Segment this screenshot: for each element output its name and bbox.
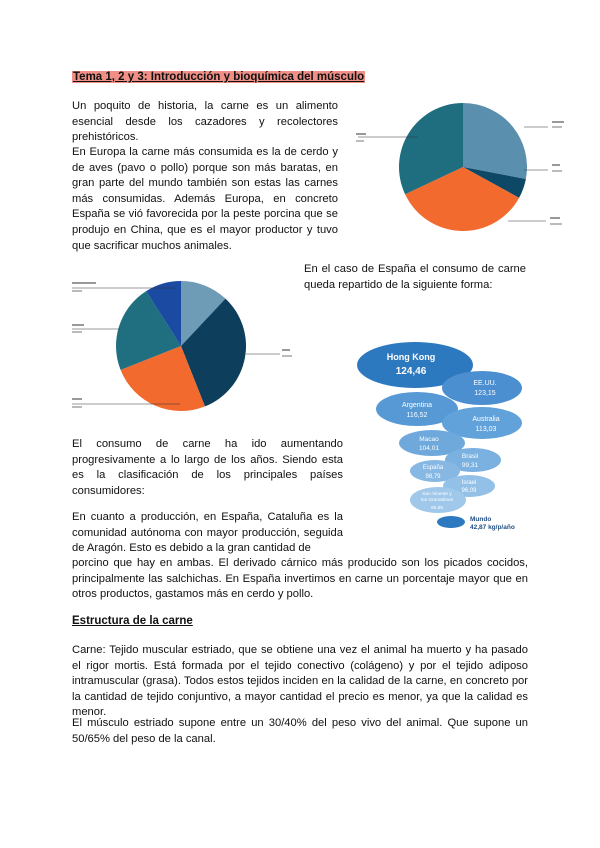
svg-text:EE.UU.: EE.UU.	[473, 380, 497, 387]
section-heading-structure: Estructura de la carne	[72, 615, 193, 627]
svg-text:99,31: 99,31	[461, 462, 479, 469]
bubble-eeuu	[442, 371, 522, 405]
svg-text:113,03: 113,03	[475, 426, 497, 433]
paragraph-definition: Carne: Tejido muscular estriado, que se obtiene una vez el animal ha muerto y ha pasado el rigor mortis. Está formada por el tejido conectivo (colágeno) y por el tejido adiposo intramuscular (grasa). Todos estos tejidos inciden en la calidad de la carne, en concreto por la cantidad de tejido conjuntivo, a mayor cantidad el precio es menor, ya que la calidad es menor.	[72, 644, 528, 719]
legend-label-placeholder	[72, 282, 96, 284]
bubble-san-vicente	[410, 487, 466, 513]
svg-text:98,79: 98,79	[425, 474, 441, 480]
legend-label-placeholder	[72, 331, 82, 333]
svg-text:Macao: Macao	[419, 436, 439, 443]
paragraph-spain-consumption: En el caso de España el consumo de carne queda repartido de la siguiente forma:	[304, 263, 526, 291]
paragraph-muscle: El músculo estriado supone entre un 30/40% del peso vivo del animal. Que supone un 50/65% del peso de la canal.	[72, 717, 528, 745]
legend-label-placeholder	[72, 398, 82, 400]
pie-chart-2	[60, 276, 300, 412]
paragraph-production-start: En cuanto a producción, en España, Cataluña es la comunidad autónoma con mayor producción, seguida de Aragón. Esto es debido a la gran cantidad de	[72, 511, 343, 555]
svg-text:116,52: 116,52	[406, 412, 428, 419]
paragraph-growth: El consumo de carne ha ido aumentando progresivamente a lo largo de los años. Siendo esta es la clasificación de los principales países consumidores:	[72, 438, 343, 497]
legend-label-placeholder	[552, 170, 562, 172]
paragraph-production-end: porcino que hay en ambas. El derivado cárnico más producido son los picados cocidos, principalmente las salchichas. En España invertimos en carne un porcentaje mayor que en otros productos, gastamos más en cerdo y pollo.	[72, 557, 528, 601]
legend-label-placeholder	[72, 290, 82, 292]
legend-label-placeholder	[550, 223, 562, 225]
legend-label-placeholder	[72, 406, 82, 408]
svg-text:96,09: 96,09	[461, 488, 477, 494]
legend-label-placeholder	[282, 355, 292, 357]
svg-text:123,15: 123,15	[474, 390, 496, 397]
legend-label-placeholder	[356, 133, 366, 135]
legend-label-placeholder	[552, 164, 560, 166]
svg-text:San Vicente y: San Vicente y	[422, 492, 452, 497]
svg-text:los Granadinas: los Granadinas	[420, 498, 454, 503]
svg-text:Brasil: Brasil	[461, 453, 479, 460]
svg-text:Argentina: Argentina	[402, 402, 432, 409]
bubble-mundo	[437, 516, 515, 531]
section-heading-intro: Tema 1, 2 y 3: Introducción y bioquímica del músculo	[73, 71, 365, 83]
legend-label-placeholder	[552, 126, 562, 128]
paragraph-history: Un poquito de historia, la carne es un alimento esencial desde los cazadores y recolectores prehistóricos.	[72, 100, 338, 144]
svg-text:42,87 kg/p/año: 42,87 kg/p/año	[470, 524, 515, 531]
legend-label-placeholder	[72, 324, 84, 326]
pie-chart-1	[348, 100, 570, 240]
svg-text:104,01: 104,01	[419, 445, 439, 452]
svg-text:124,46: 124,46	[395, 366, 427, 377]
legend-label-placeholder	[356, 140, 364, 142]
pie-chart-1-slices	[399, 103, 527, 231]
paragraph-europe: En Europa la carne más consumida es la de cerdo y de aves (pavo o pollo) porque son más baratas, en gran parte del mundo también son estas las carnes más consumidas. Además Europa, en concreto España se vió favorecida por la peste porcina que se produjo en China, que es el mayor productor y tuvo que sacrificar muchos animales.	[72, 146, 338, 252]
svg-text:95,65: 95,65	[430, 506, 444, 511]
svg-text:Hong Kong: Hong Kong	[386, 352, 436, 362]
legend-label-placeholder	[282, 349, 290, 351]
legend-label-placeholder	[552, 121, 564, 123]
bubble-chart-consumers	[355, 338, 545, 538]
pie-chart-2-slices	[116, 281, 246, 411]
svg-text:Australia: Australia	[472, 416, 500, 423]
svg-text:Mundo: Mundo	[470, 516, 492, 523]
svg-text:España: España	[422, 465, 444, 471]
slice-steelblue	[463, 103, 527, 179]
legend-label-placeholder	[550, 217, 560, 219]
svg-text:Israel: Israel	[461, 480, 477, 486]
